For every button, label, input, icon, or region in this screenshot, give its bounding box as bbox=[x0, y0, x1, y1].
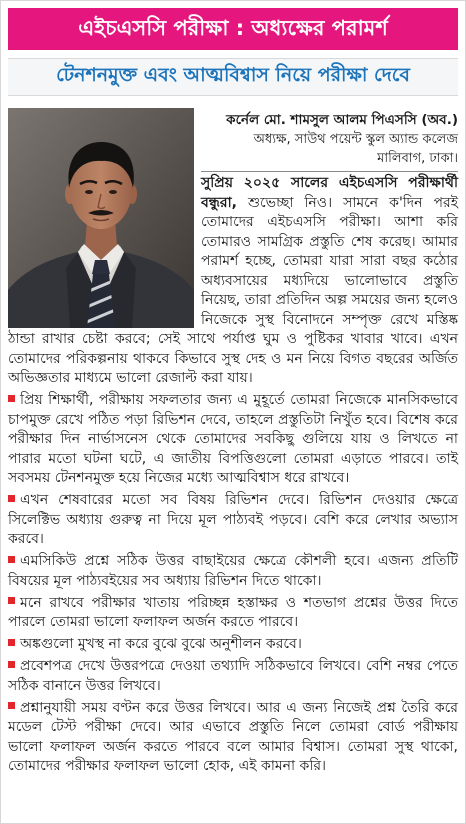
tip-item bbox=[8, 657, 458, 696]
article-headline bbox=[8, 58, 458, 96]
tip-item bbox=[8, 552, 458, 591]
section-title: এইচএসসি পরীক্ষা : অধ্যক্ষের পরামর্শ bbox=[78, 15, 388, 40]
tip-text: অঙ্কগুলো মুখস্থ না করে বুঝে বুঝে অনুশীলন করবে। bbox=[20, 636, 302, 652]
author-byline bbox=[201, 108, 458, 172]
tip-item bbox=[8, 635, 458, 655]
tip-item bbox=[8, 699, 458, 777]
article-body bbox=[8, 108, 458, 777]
square-bullet-icon bbox=[8, 395, 15, 402]
intro-text: শুভেচ্ছা নিও। সামনে ক'দিন পরই তোমাদের এইচএসসি পরীক্ষা। আশা করি তোমারও সামগ্রিক প্রস্তুতি শেষ করেছ। আমার পরামর্শ হচ্ছে, তোমরা যারা সারা বছর কঠোর অধ্যবসায়ের মধ্যদিয়ে ভালোভাবে প্রস্তুতি নিয়েছ, তারা প্রতিদিন অল্প সময়ের জন্য হলেও নিজেকে সুস্থ বিনোদনে সম্পৃক্ত রেখে মস্তিষ্ক ঠান্ডা রাখার চেষ্টা করবে; সেই সাথে পর্যাপ্ত ঘুম ও পুষ্টিকর খাবার খাবে। এখন তোমাদের পরিকল্পনায় থাকবে কিভাবে সুস্থ দেহ ও মন নিয়ে বিগত বছরের অর্জিত অভিজ্ঞতার মাধ্যমে ভালো রেজাল্ট করা যায়। bbox=[8, 194, 459, 386]
square-bullet-icon bbox=[8, 495, 15, 502]
intro-lead: সুপ্রিয় ২০২৫ সালের এইচএসসি পরীক্ষার্থী বন্ধুরা, bbox=[201, 175, 458, 211]
author-portrait bbox=[8, 108, 194, 328]
square-bullet-icon bbox=[8, 597, 15, 604]
section-header bbox=[8, 8, 458, 50]
tip-text: এমসিকিউ প্রশ্নে সঠিক উত্তর বাছাইয়ের ক্ষেত্রে কৌশলী হবে। এজন্য প্রতিটি বিষয়ের মূল পাঠ্যবইয়ের সব অধ্যায় রিভিশন দিতে থাকো। bbox=[8, 553, 458, 589]
headline-text: টেনশনমুক্ত এবং আত্মবিশ্বাস নিয়ে পরীক্ষা দেবে bbox=[56, 64, 410, 86]
tip-text: এখন শেষবারের মতো সব বিষয় রিভিশন দেবে। রিভিশন দেওয়ার ক্ষেত্রে সিলেক্টিভ অধ্যায় গুরুত্ব না দিয়ে মূল পাঠ্যবই পড়বে। বেশি করে লেখার অভ্যাস করবে। bbox=[8, 492, 458, 547]
tip-text: মনে রাখবে পরীক্ষার খাতায় পরিচ্ছন্ন হস্তাক্ষর ও শতভাগ প্রশ্নের উত্তর দিতে পারলে তোমরা ভালো ফলাফল অর্জন করতে পারবে। bbox=[8, 594, 458, 630]
square-bullet-icon bbox=[8, 661, 15, 668]
author-designation: অধ্যক্ষ, সাউথ পয়েন্ট স্কুল অ্যান্ড কলেজ bbox=[253, 132, 458, 147]
square-bullet-icon bbox=[8, 702, 15, 709]
square-bullet-icon bbox=[8, 556, 15, 563]
square-bullet-icon bbox=[8, 639, 15, 646]
author-location: মালিবাগ, ঢাকা। bbox=[377, 151, 458, 166]
tip-text: প্রশ্নানুযায়ী সময় বণ্টন করে উত্তর লিখবে। আর এ জন্য নিজেই প্রশ্ন তৈরি করে মডেল টেস্ট পরীক্ষা দেবে। আর এভাবে প্রস্তুতি নিলে তোমরা বোর্ড পরীক্ষায় ভালো ফলাফল অর্জন করতে পারবে বলে আমার বিশ্বাস। তোমরা সুস্থ থাকো, তোমাদের পরীক্ষার ফলাফল ভালো হোক, এই কামনা করি। bbox=[8, 699, 458, 774]
tip-text: প্রিয় শিক্ষার্থী, পরীক্ষায় সফলতার জন্য এ মুহূর্তে তোমরা নিজেকে মানসিকভাবে চাপমুক্ত রেখে পঠিত পড়া রিভিশন দেবে, তাহলে প্রস্তুতিটা নিখুঁত হবে। বিশেষ করে পরীক্ষার দিন নার্ভাসনেস থেকে তোমাদের সবকিছু গুলিয়ে যায় ও লিখতে না পারার মতো ঘটনা ঘটে, এ জাতীয় বিপত্তিগুলো তোমরা এড়াতে পারবে। তাই সবসময় টেনশনমুক্ত হয়ে নিজের মধ্যে আত্মবিশ্বাস ধরে রাখবে। bbox=[8, 392, 458, 486]
author-photo bbox=[8, 108, 194, 328]
tip-text: প্রবেশপত্র দেখে উত্তরপত্রে দেওয়া তথ্যাদি সঠিকভাবে লিখবে। বেশি নম্বর পেতে সঠিক বানানে উত্তর লিখবে। bbox=[8, 658, 458, 694]
tip-item bbox=[8, 491, 458, 550]
tip-item bbox=[8, 391, 458, 489]
tip-item bbox=[8, 594, 458, 633]
author-name: কর্নেল মো. শামসুল আলম পিএসসি (অব.) bbox=[226, 112, 458, 128]
